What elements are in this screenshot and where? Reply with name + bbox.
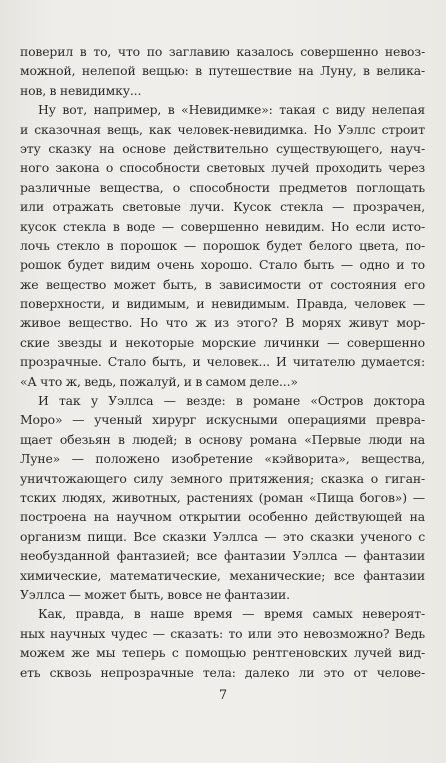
text-line: кусок стекла в воде — совершенно невидим. Но если исто- bbox=[20, 218, 425, 234]
body-text bbox=[20, 42, 425, 682]
text-line: Как, правда, в наше время — время самых невероят- bbox=[38, 606, 425, 622]
text-line: еть сквозь непрозрачные тела: далеко ли это от челове- bbox=[20, 664, 425, 680]
text-line: необузданной фантазией; все фантазии Уэллса — фантазии bbox=[20, 548, 425, 564]
text-line: прозрачные. Стало быть, и человек... И читателю думается: bbox=[20, 354, 425, 370]
text-line: можной, нелепой вещью: в путешествие на Луну, в велика- bbox=[20, 63, 425, 79]
text-line: или отражать световые лучи. Кусок стекла — прозрачен, bbox=[20, 199, 425, 215]
text-line: нов, в невидимку... bbox=[20, 82, 142, 98]
text-line: химические, математические, механические; все фантазии bbox=[20, 567, 425, 583]
text-line: построена на научном открытии особенно действующей на bbox=[20, 509, 425, 525]
text-line: и сказочная вещь, как человек-невидимка. Но Уэллс строит bbox=[20, 121, 425, 137]
text-line: ские звезды и некоторые морские личинки — совершенно bbox=[20, 334, 425, 350]
text-line: ных научных чудес — сказать: то или это невозможно? Ведь bbox=[20, 625, 425, 641]
text-line: Моро» — ученый хирург искусными операциями превра- bbox=[20, 412, 425, 428]
text-line: Ну вот, например, в «Невидимке»: такая с виду нелепая bbox=[38, 102, 425, 118]
text-line: живое вещество. Но что ж из этого? В морях живут мор- bbox=[20, 315, 425, 331]
text-line: И так у Уэллса — везде: в романе «Остров доктора bbox=[38, 393, 425, 409]
text-line: организм пищи. Все сказки Уэллса — это сказки ученого с bbox=[20, 528, 425, 544]
text-line: можем же мы теперь с помощью рентгеновских лучей вид- bbox=[20, 645, 425, 661]
text-line: «А что ж, ведь, пожалуй, и в самом деле...» bbox=[20, 373, 298, 389]
text-line: поверхности, и видимым, и невидимым. Правда, человек — bbox=[20, 296, 425, 312]
page-number: 7 bbox=[218, 688, 228, 703]
text-line: эту сказку на основе действительно существующего, науч- bbox=[20, 140, 425, 156]
text-line: Луне» — положено изобретение «кэйворита», вещества, bbox=[20, 451, 425, 467]
text-line: рошок будет видим очень хорошо. Стало быть — одно и то bbox=[20, 257, 425, 273]
text-line: уничтожающего силу земного притяжения; сказка о гиган- bbox=[20, 470, 425, 486]
text-line: щает обезьян в людей; в основу романа «Первые люди на bbox=[20, 431, 425, 447]
text-line: тских людях, животных, растениях (роман «Пища богов») — bbox=[20, 489, 425, 505]
text-line: ного закона о способности световых лучей проходить через bbox=[20, 160, 425, 176]
text-line: же вещество может быть, в зависимости от состояния его bbox=[20, 276, 425, 292]
text-line: различные вещества, о способности предметов поглощать bbox=[20, 179, 425, 195]
text-line: Уэллса — может быть, вовсе не фантазии. bbox=[20, 586, 290, 602]
text-line: поверил в то, что по заглавию казалось совершенно невоз- bbox=[20, 44, 425, 59]
text-line: лочь стекло в порошок — порошок будет белого цвета, по- bbox=[20, 237, 425, 253]
